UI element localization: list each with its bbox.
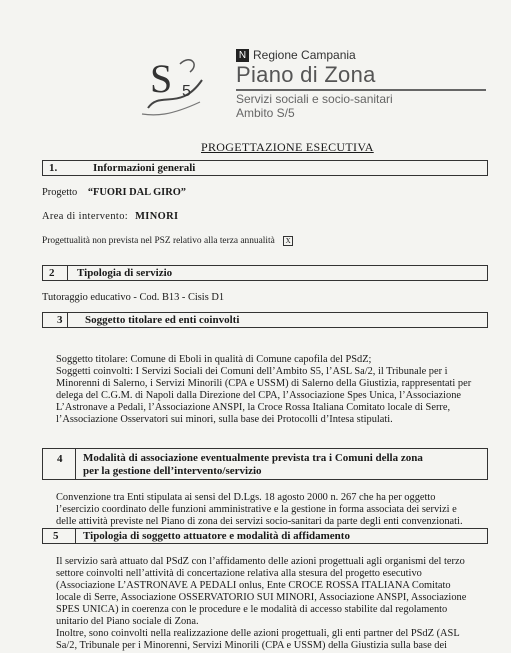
section-5-line: SPES UNICA) in coerenza con le procedure e le modalità di accesso stabilite dal regolamento	[56, 604, 448, 615]
section-number: 3	[57, 314, 63, 326]
progetto-line	[42, 187, 186, 199]
section-3-line: delega del C.G.M. di Napoli dalla Direzione del CPA, l’Associazione Spes Unica, l’Associazione	[56, 390, 462, 401]
section-divider	[67, 266, 68, 280]
section-title-line1: Modalità di associazione eventualmente prevista tra i Comuni della zona	[83, 452, 423, 464]
section-4-line: Convenzione tra Enti stipulata ai sensi del D.Lgs. 18 agosto 2000 n. 267 che ha per oggetto	[56, 492, 436, 503]
logo-letter: S	[150, 56, 173, 101]
section-5-line: Sa/2, Tribunale per i Minorenni, Servizi Minorili (CPA e USSM) della Giustizia sulla base dei	[56, 640, 447, 651]
section-4-header	[42, 448, 488, 480]
section-title-line2: per la gestione dell’intervento/servizio	[83, 465, 262, 477]
section-4-line: l’esercizio coordinato delle funzioni amministrative e la gestione in forma associata dei servizi e	[56, 504, 457, 515]
tipologia-value: Tutoraggio educativo - Cod. B13 - Cisis D1	[42, 292, 225, 303]
section-divider	[75, 449, 76, 479]
section-4-line: delle attività previste nel Piano di zona dei servizi socio-sanitari da parte degli enti convenzionati.	[56, 516, 463, 527]
area-value: MINORI	[135, 211, 179, 222]
section-3-line: Soggetto titolare: Comune di Eboli in qualità di Comune capofila del PSdZ;	[56, 354, 372, 365]
ambito-logo-graphic	[140, 50, 210, 120]
piano-title: Piano di Zona	[236, 62, 376, 87]
section-number: 2	[49, 267, 55, 279]
document-title: PROGETTAZIONE ESECUTIVA	[201, 140, 374, 154]
section-2-header	[42, 265, 488, 281]
header-subtitle: Servizi sociali e socio-sanitari	[236, 92, 393, 106]
header-ambito: Ambito S/5	[236, 106, 295, 120]
header-rule	[236, 89, 486, 91]
section-5-line: Il servizio sarà attuato dal PSdZ con l’affidamento delle azioni progettuali agli organismi del terzo	[56, 556, 465, 567]
section-title: Informazioni generali	[93, 162, 196, 174]
region-name: Regione Campania	[253, 48, 356, 62]
section-number: 1.	[49, 162, 58, 174]
ambito-logo	[140, 50, 210, 120]
section-title: Tipologia di servizio	[77, 267, 173, 279]
area-line	[42, 211, 178, 223]
section-5-line: (Associazione L’ASTRONAVE A PEDALI onlus, Ente CROCE ROSSA ITALIANA Comitato	[56, 580, 451, 591]
section-5-line: settore coinvolti nell’attività di concertazione relativa alla stesura del progetto esecutivo	[56, 568, 422, 579]
section-divider	[75, 529, 76, 543]
logo-number: 5	[182, 83, 191, 100]
section-divider	[67, 313, 68, 327]
region-emblem-icon: N	[236, 49, 249, 62]
section-3-line: L’Astronave a Pedali, l’Associazione ANSPI, la Croce Rossa Italiana Comitato locale di Serre,	[56, 402, 451, 413]
section-5-line: Inoltre, sono coinvolti nella realizzazione delle azioni progettuali, gli enti partner del PSdZ (ASL	[56, 628, 460, 639]
progettualita-line	[42, 235, 293, 247]
section-title: Soggetto titolare ed enti coinvolti	[85, 314, 240, 326]
section-5-line: locale di Serre, Associazione OSSERVATORIO SUI MINORI, Associazione ANSPI, Associazione	[56, 592, 467, 603]
section-3-header	[42, 312, 488, 328]
section-3-line: l’Associazione Osservatori sui minori, sulla base dei Protocolli d’Intesa stipulati.	[56, 414, 393, 425]
section-3-line: Soggetti coinvolti: I Servizi Sociali dei Comuni dell’Ambito S5, l’ASL Sa/2, il Tribunale per i	[56, 366, 448, 377]
progettualita-checkbox: X	[283, 236, 293, 246]
progetto-value: “FUORI DAL GIRO”	[87, 187, 186, 198]
area-label: Area di intervento:	[42, 211, 129, 222]
section-3-line: Minorenni di Salerno, i Servizi Minorili (CPA e USSM) di Salerno della Giustizia, rappresentati per	[56, 378, 472, 389]
section-5-header	[42, 528, 488, 544]
section-5-line: unitario del Piano sociale di Zona.	[56, 616, 199, 627]
section-number: 5	[53, 530, 59, 542]
progetto-label: Progetto	[42, 187, 78, 198]
section-1-header	[42, 160, 488, 176]
progettualita-text: Progettualità non prevista nel PSZ relativo alla terza annualità	[42, 236, 275, 246]
section-title: Tipologia di soggetto attuatore e modalità di affidamento	[83, 530, 350, 542]
section-number: 4	[57, 453, 63, 465]
